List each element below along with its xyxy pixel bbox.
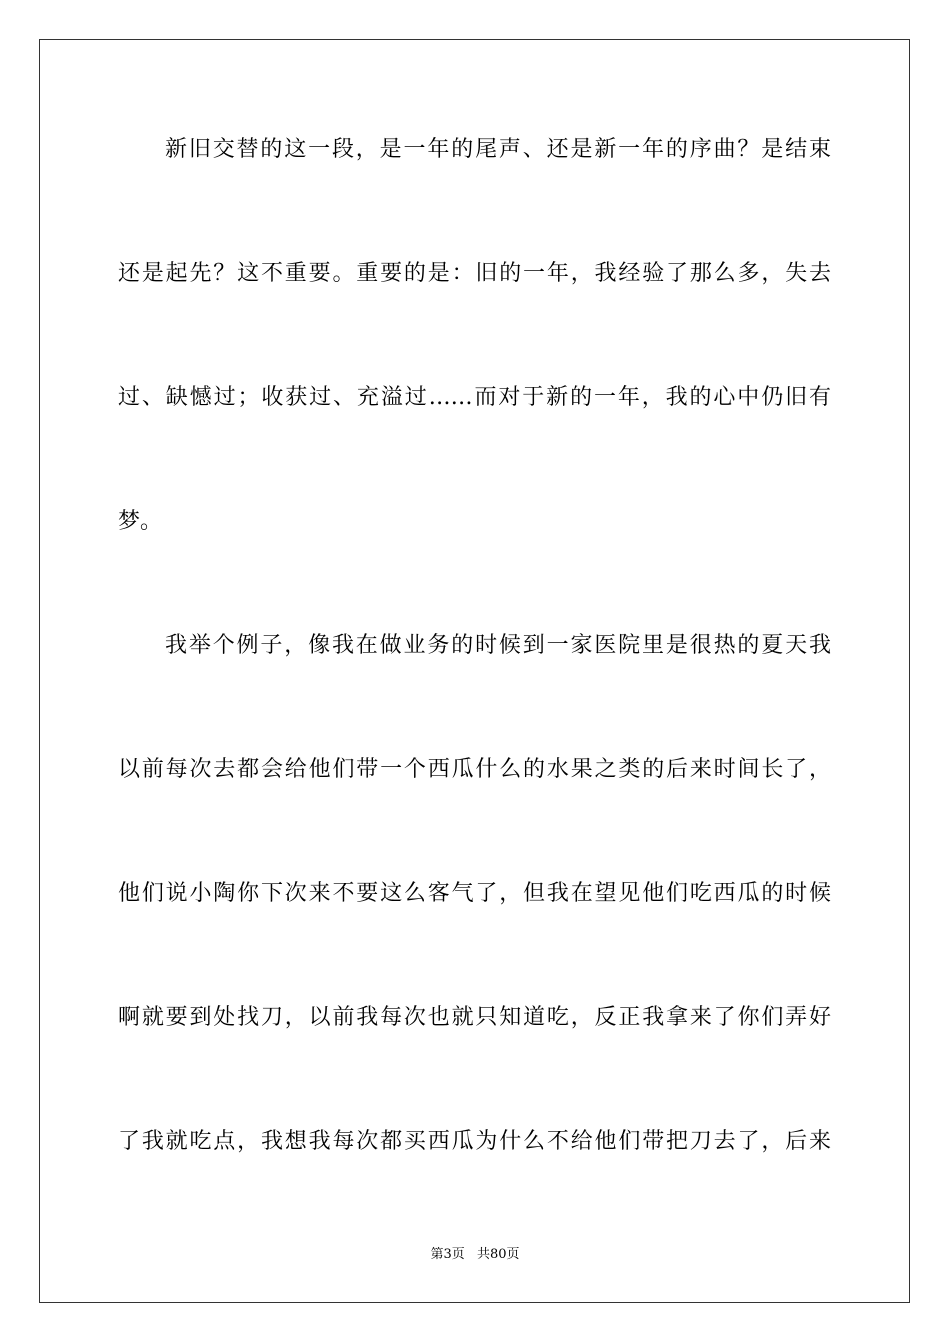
page-border — [39, 39, 910, 1303]
paragraph-1-line-3: 过、缺憾过；收获过、充溢过……而对于新的一年，我的心中仍旧有 — [118, 385, 831, 410]
paragraph-2-line-5: 了我就吃点，我想我每次都买西瓜为什么不给他们带把刀去了，后来 — [118, 1129, 831, 1154]
paragraph-1-line-4: 梦。 — [118, 509, 163, 534]
paragraph-1-line-2: 还是起先？这不重要。重要的是：旧的一年，我经验了那么多，失去 — [118, 261, 831, 286]
page-number: 第3页 — [430, 1247, 465, 1262]
paragraph-2-line-4: 啊就要到处找刀，以前我每次也就只知道吃，反正我拿来了你们弄好 — [118, 1005, 831, 1030]
paragraph-1-line-1: 新旧交替的这一段，是一年的尾声、还是新一年的序曲？是结束 — [165, 137, 831, 162]
paragraph-2-line-3: 他们说小陶你下次来不要这么客气了，但我在望见他们吃西瓜的时候 — [118, 881, 831, 906]
page-total: 共80页 — [476, 1247, 520, 1262]
page-footer — [0, 1246, 950, 1264]
paragraph-2-line-1: 我举个例子，像我在做业务的时候到一家医院里是很热的夏天我 — [165, 633, 831, 658]
paragraph-2-line-2: 以前每次去都会给他们带一个西瓜什么的水果之类的后来时间长了， — [118, 757, 831, 782]
